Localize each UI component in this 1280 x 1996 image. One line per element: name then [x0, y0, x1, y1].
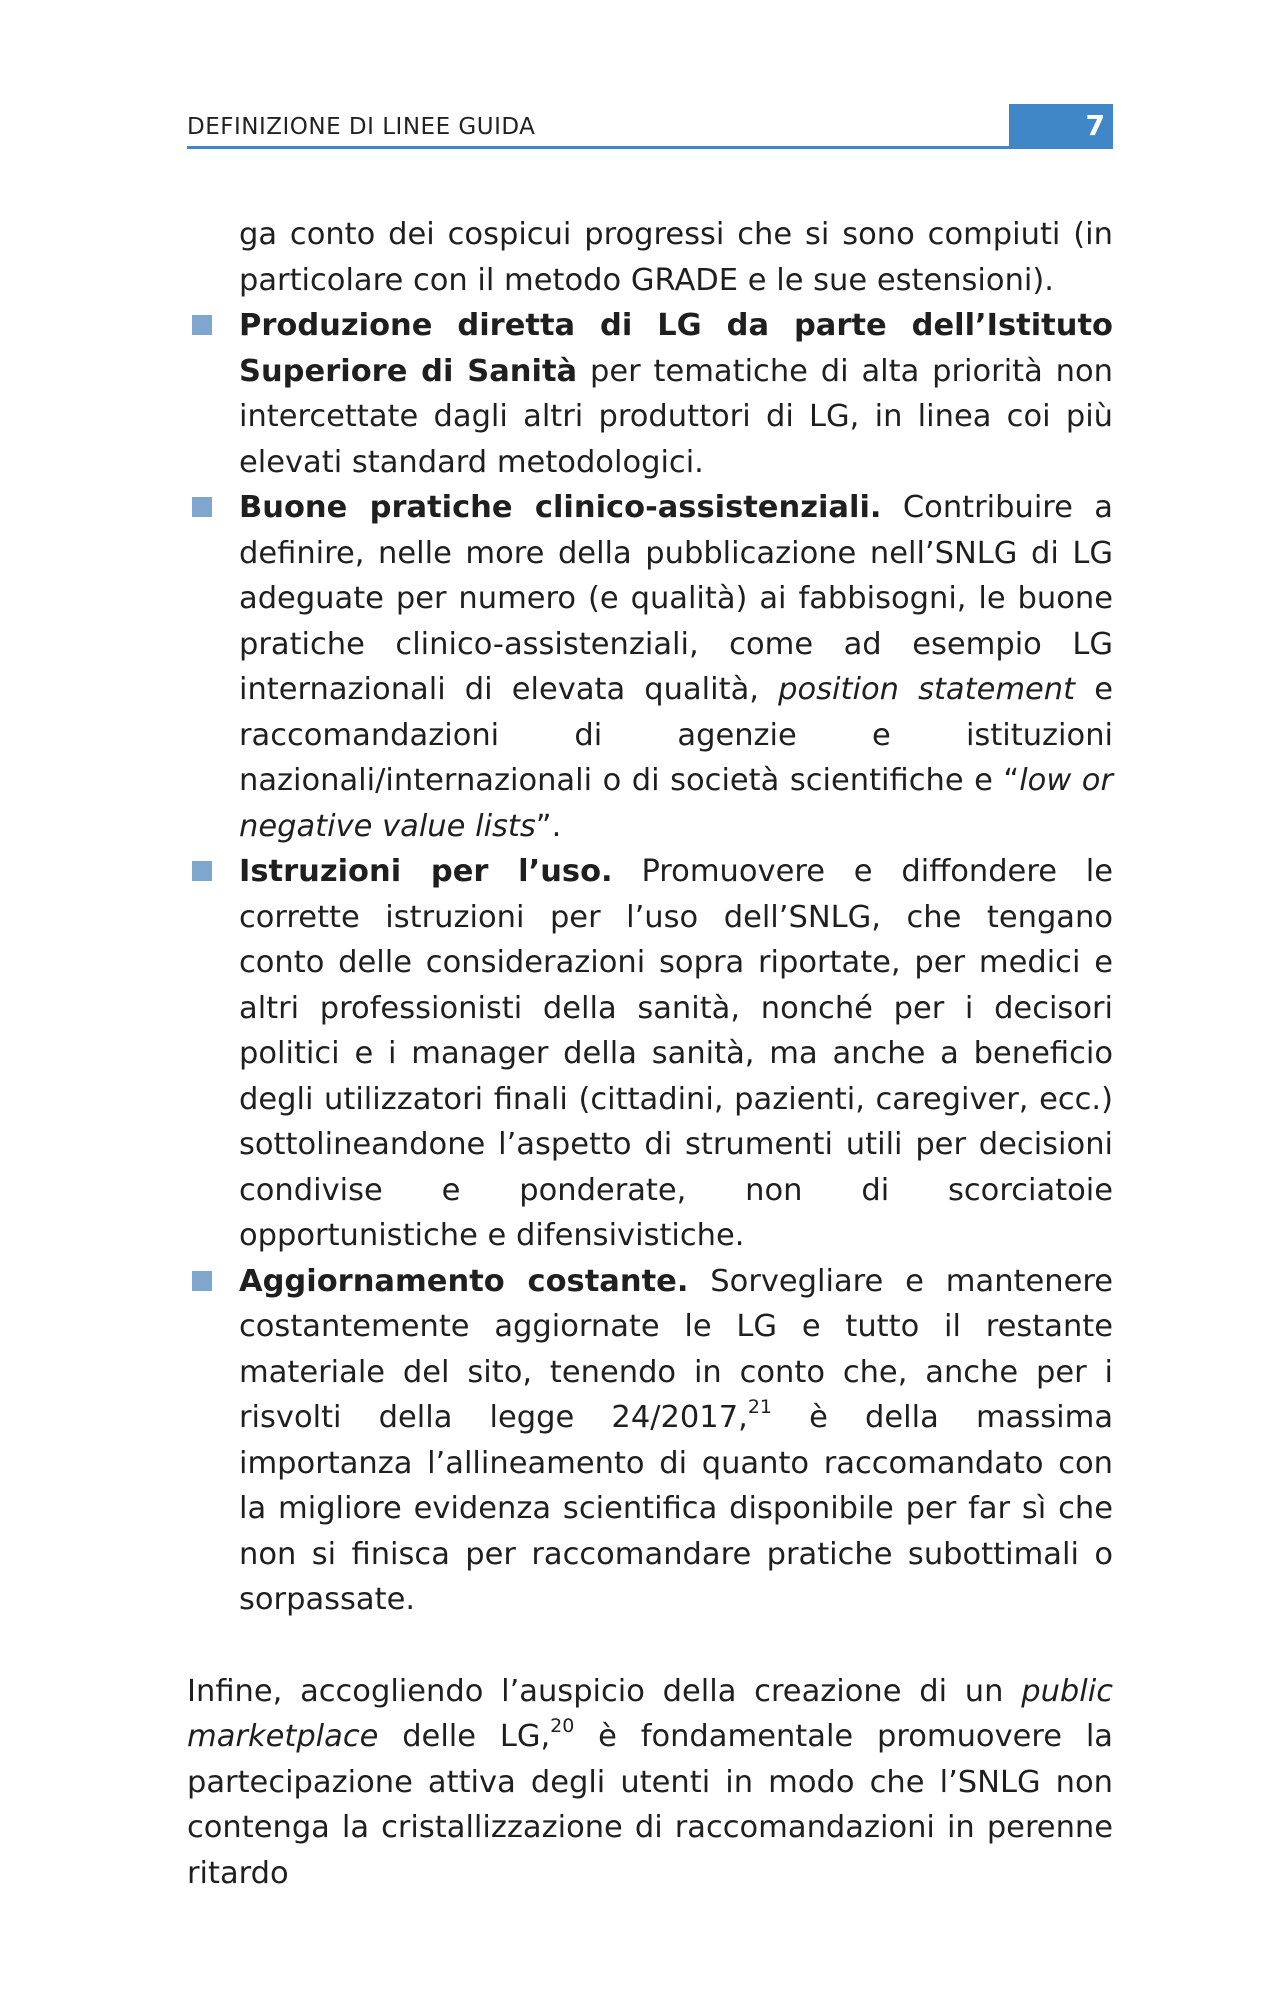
closing-text: è fondamentale promuovere la partecipazione attiva degli utenti in modo che l’SNLG non contenga la cristallizzazione di raccomandazioni in perenne ritardo [187, 1719, 1113, 1891]
bullet-lead: Buone pratiche clinico-assistenziali. [239, 490, 882, 525]
bullet-lead: Istruzioni per l’uso. [239, 854, 613, 889]
closing-text: delle LG, [378, 1719, 551, 1754]
bullet-italic: position statement [778, 672, 1076, 707]
bullet-body: è della massima importanza l’allineamento di quanto raccomandato con la migliore evidenza scientifica disponibile per far sì che non si finisca per raccomandare pratiche subottimali o sorpassate. [239, 1400, 1114, 1617]
square-bullet-icon [192, 497, 212, 517]
bullet-lead: Produzione diretta di LG da parte dell’Istituto Superiore di Sanità [239, 308, 1113, 389]
bullet-body: Contribuire a definire, nelle more della pubblicazione nell’SNLG di LG adeguate per numero (e qualità) ai fabbisogni, le buone pratiche clinico-assistenziali, come ad esempio LG internazionali di elevata qualità, [239, 490, 1113, 707]
continuation-paragraph: ga conto dei cospicui progressi che si sono compiuti (in particolare con il metodo GRADE e le sue estensioni). [239, 217, 1113, 298]
closing-italic: public marketplace [187, 1673, 1113, 1754]
closing-text: Infine, accogliendo l’auspicio della creazione di un [187, 1673, 1022, 1709]
bullet-body: Promuovere e diffondere le corrette istruzioni per l’uso dell’SNLG, che tengano conto delle considerazioni sopra riportate, per medici e altri professionisti della sanità, nonché per i decisori politici e i manager della sanità, ma anche a beneficio degli utilizzatori finali (cittadini, pazienti, caregiver, ecc.) sottolineandone l’aspetto di strumenti utili per decisioni condivise e ponderate, non di scorciatoie opportunistiche e difensivistiche. [239, 854, 1113, 1253]
running-head: DEFINIZIONE DI LINEE GUIDA [187, 114, 536, 140]
bullet-item-produzione [187, 303, 1113, 485]
bullet-item-istruzioni [187, 849, 1113, 1259]
page-number-box [1009, 104, 1113, 146]
bullet-item-buone-pratiche [187, 485, 1113, 849]
square-bullet-icon [192, 861, 212, 881]
page-header [187, 104, 1113, 146]
footnote-ref: 20 [550, 1715, 575, 1737]
header-rule [187, 146, 1113, 149]
footnote-ref: 21 [747, 1396, 773, 1418]
bullet-body: Sorvegliare e mantenere costantemente aggiornate le LG e tutto il restante materiale del sito, tenendo in conto che, anche per i risvolti della legge 24/2017, [239, 1263, 1113, 1435]
body-text [187, 212, 1113, 1896]
bullet-italic: low or negative value lists [239, 763, 1114, 844]
bullet-lead: Aggiornamento costante. [239, 1263, 689, 1299]
bullet-item-aggiornamento [187, 1259, 1113, 1623]
square-bullet-icon [192, 1271, 212, 1291]
bullet-body: e raccomandazioni di agenzie e istituzioni nazionali/internazionali o di società scientifiche e “ [239, 672, 1114, 798]
bullet-body: per tematiche di alta priorità non intercettate dagli altri produttori di LG, in linea coi più elevati standard metodologici. [239, 353, 1114, 480]
bullet-body: ”. [535, 808, 562, 844]
page-number: 7 [1085, 109, 1105, 142]
closing-paragraph [187, 1669, 1113, 1897]
square-bullet-icon [192, 315, 212, 335]
